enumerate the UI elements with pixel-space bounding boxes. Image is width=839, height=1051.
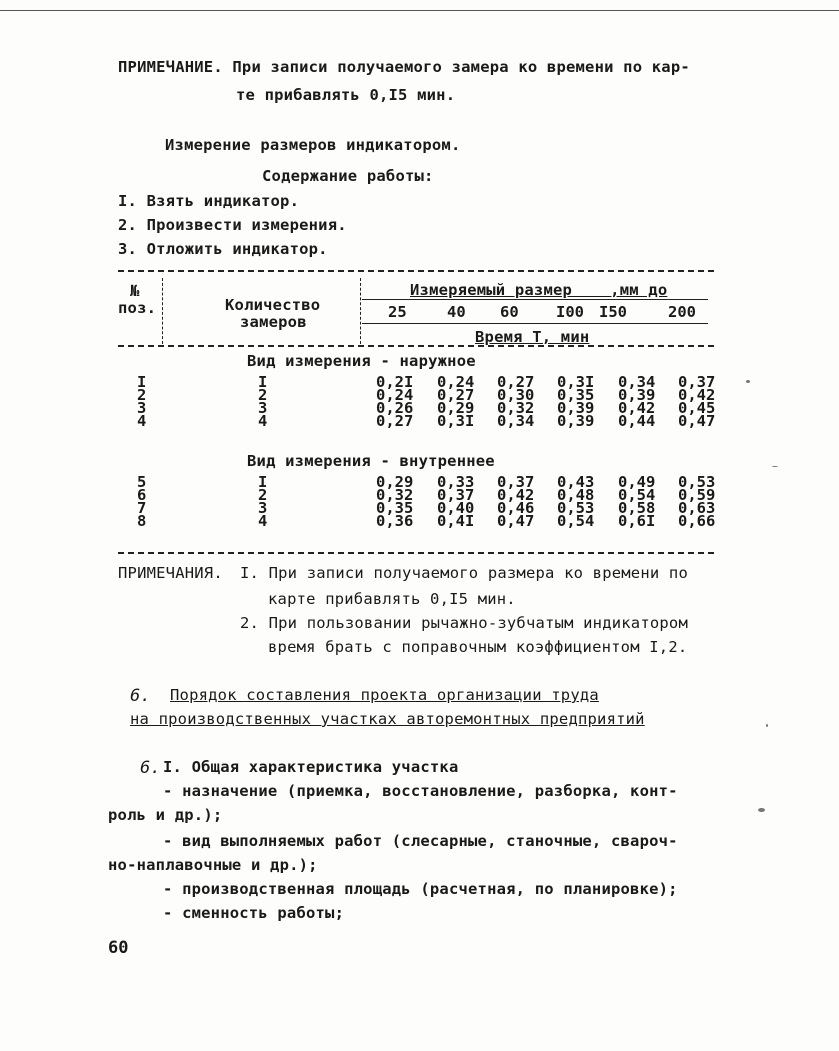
- note2-item1a: I. При записи получаемого размера ко времени по: [240, 564, 688, 582]
- step-1: I. Взять индикатор.: [118, 192, 300, 210]
- group-header-rule: [362, 299, 708, 300]
- group-header: Измеряемый размер ,мм до: [410, 281, 668, 299]
- row-time-value: 0,24: [376, 386, 414, 404]
- row-time-value: 0,58: [618, 499, 656, 517]
- scan-edge-line: [0, 10, 839, 11]
- sub61-title: I. Общая характеристика участка: [163, 758, 459, 776]
- row-position: 4: [137, 412, 147, 430]
- row-position: 6: [137, 486, 147, 504]
- row-time-value: 0,27: [497, 373, 535, 391]
- row-time-value: 0,30: [497, 386, 535, 404]
- row-time-value: 0,54: [618, 486, 656, 504]
- row-time-value: 0,49: [618, 473, 656, 491]
- sub61-p4: - сменность работы;: [163, 904, 345, 922]
- sub61-p2b: но-наплавочные и др.);: [108, 856, 318, 874]
- size-150: I50: [599, 303, 627, 321]
- row-time-value: 0,43: [557, 473, 595, 491]
- col-count-1: Количество: [225, 296, 321, 314]
- row-time-value: 0,24: [437, 373, 475, 391]
- row-time-value: 0,54: [557, 512, 595, 530]
- note1-line2: те прибавлять 0,I5 мин.: [236, 86, 456, 104]
- step-2: 2. Произвести измерения.: [118, 216, 347, 234]
- row-position: 7: [137, 499, 147, 517]
- row-count: 2: [258, 486, 268, 504]
- size-60: 60: [500, 303, 519, 321]
- row-time-value: 0,59: [678, 486, 716, 504]
- row-time-value: 0,37: [437, 486, 475, 504]
- section-inner-title: Вид измерения - внутреннее: [247, 452, 495, 470]
- table-bottom-rule: [118, 552, 714, 554]
- heading: Измерение размеров индикатором.: [165, 136, 461, 154]
- row-time-value: 0,3I: [557, 373, 595, 391]
- row-time-value: 0,66: [678, 512, 716, 530]
- row-time-value: 0,36: [376, 512, 414, 530]
- row-time-value: 0,35: [557, 386, 595, 404]
- row-time-value: 0,34: [497, 412, 535, 430]
- size-25: 25: [388, 303, 407, 321]
- row-time-value: 0,37: [497, 473, 535, 491]
- table-divider-2: [360, 278, 361, 344]
- row-position: 3: [137, 399, 147, 417]
- row-time-value: 0,46: [497, 499, 535, 517]
- section6-title-2: на производственных участках авторемонтных предприятий: [130, 710, 645, 728]
- row-count: 4: [258, 512, 268, 530]
- scan-speck: [772, 466, 778, 467]
- content-title: Содержание работы:: [262, 167, 434, 185]
- row-time-value: 0,53: [557, 499, 595, 517]
- row-time-value: 0,47: [497, 512, 535, 530]
- row-position: 5: [137, 473, 147, 491]
- row-time-value: 0,44: [618, 412, 656, 430]
- row-time-value: 0,6I: [618, 512, 656, 530]
- sub61-p1b: роль и др.);: [108, 806, 223, 824]
- header-bottom-rule: [118, 345, 714, 347]
- row-time-value: 0,47: [678, 412, 716, 430]
- note1-line1: ПРИМЕЧАНИЕ. При записи получаемого замера ко времени по кар-: [118, 58, 690, 76]
- sub61-p3: - производственная площадь (расчетная, по планировке);: [163, 880, 678, 898]
- note2-item2a: 2. При пользовании рычажно-зубчатым индикатором: [240, 614, 688, 632]
- time-header: Время Т, мин: [475, 328, 590, 346]
- row-time-value: 0,45: [678, 399, 716, 417]
- row-position: 8: [137, 512, 147, 530]
- row-count: 2: [258, 386, 268, 404]
- row-time-value: 0,35: [376, 499, 414, 517]
- col-no-2: поз.: [118, 299, 157, 317]
- sub61-p2a: - вид выполняемых работ (слесарные, станочные, свароч-: [163, 832, 678, 850]
- col-count-2: замеров: [240, 313, 307, 331]
- sub61-p1a: - назначение (приемка, восстановление, разборка, конт-: [163, 782, 678, 800]
- scan-speck: [758, 808, 765, 812]
- note2-item1b: карте прибавлять 0,I5 мин.: [268, 590, 516, 608]
- row-count: 3: [258, 499, 268, 517]
- row-time-value: 0,27: [376, 412, 414, 430]
- row-time-value: 0,33: [437, 473, 475, 491]
- table-top-rule: [118, 270, 714, 272]
- row-position: I: [137, 373, 147, 391]
- row-time-value: 0,32: [497, 399, 535, 417]
- row-time-value: 0,42: [678, 386, 716, 404]
- note2-label: ПРИМЕЧАНИЯ.: [118, 564, 223, 582]
- row-time-value: 0,39: [557, 412, 595, 430]
- row-time-value: 0,63: [678, 499, 716, 517]
- row-time-value: 0,42: [618, 399, 656, 417]
- row-time-value: 0,4I: [437, 512, 475, 530]
- table-divider-1: [162, 278, 163, 344]
- size-100: I00: [556, 303, 584, 321]
- row-time-value: 0,40: [437, 499, 475, 517]
- size-rule: [362, 323, 708, 324]
- row-time-value: 0,37: [678, 373, 716, 391]
- row-time-value: 0,29: [437, 399, 475, 417]
- row-count: 3: [258, 399, 268, 417]
- size-200: 200: [668, 303, 696, 321]
- row-time-value: 0,39: [557, 399, 595, 417]
- row-time-value: 0,2I: [376, 373, 414, 391]
- section6-title-1: Порядок составления проекта организации труда: [170, 686, 599, 704]
- row-time-value: 0,39: [618, 386, 656, 404]
- section6-number: 6.: [130, 686, 151, 706]
- step-3: 3. Отложить индикатор.: [118, 240, 328, 258]
- row-time-value: 0,29: [376, 473, 414, 491]
- row-count: I: [258, 373, 268, 391]
- row-time-value: 0,42: [497, 486, 535, 504]
- row-time-value: 0,34: [618, 373, 656, 391]
- note2-item2b: время брать с поправочным коэффициентом I,2.: [268, 638, 688, 656]
- row-time-value: 0,3I: [437, 412, 475, 430]
- page-number: 60: [108, 938, 129, 958]
- col-no-1: №: [130, 282, 140, 300]
- row-time-value: 0,48: [557, 486, 595, 504]
- row-time-value: 0,53: [678, 473, 716, 491]
- row-time-value: 0,32: [376, 486, 414, 504]
- row-count: 4: [258, 412, 268, 430]
- row-time-value: 0,27: [437, 386, 475, 404]
- row-count: I: [258, 473, 268, 491]
- sub61-number: 6.: [140, 758, 161, 778]
- scan-speck: [766, 724, 768, 727]
- size-40: 40: [447, 303, 466, 321]
- row-time-value: 0,26: [376, 399, 414, 417]
- row-position: 2: [137, 386, 147, 404]
- section-outer-title: Вид измерения - наружное: [247, 352, 476, 370]
- scan-speck: [746, 380, 750, 383]
